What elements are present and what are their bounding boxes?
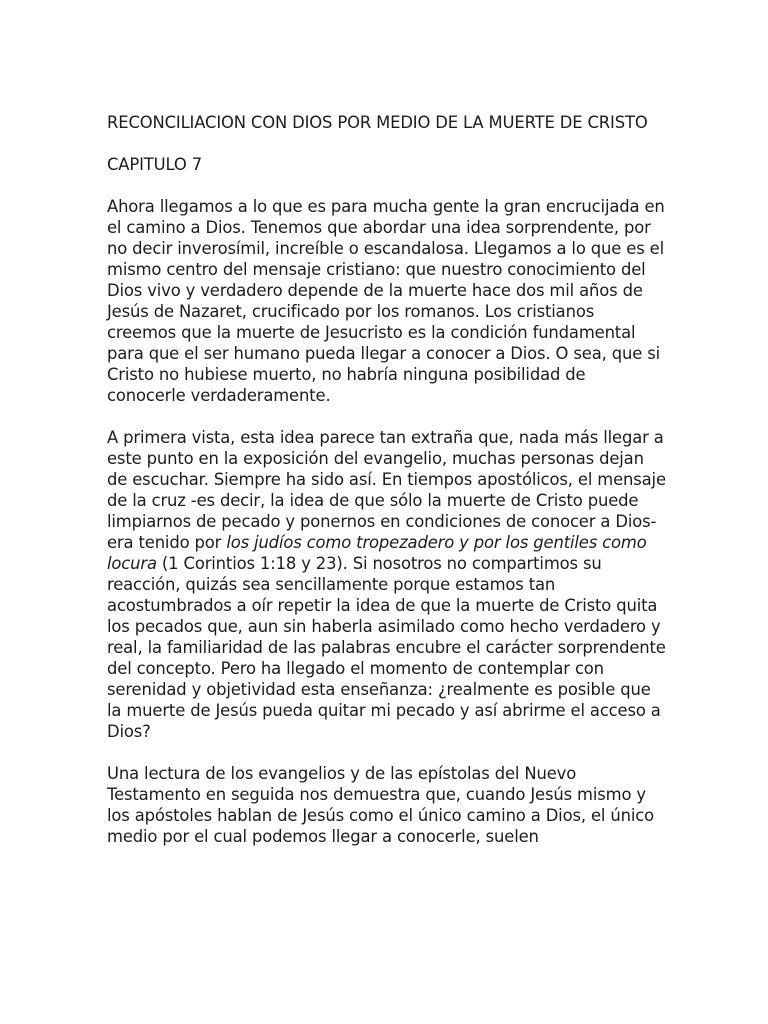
paragraph-2-text-before: A primera vista, esta idea parece tan extraña que, nada más llegar a este punto en la exposición del evangelio, muchas personas dejan de escuchar. Siempre ha sido así. En tiempos apostólicos, el mensaje de la cruz -es decir, la idea de que sólo la muerte de Cristo puede limpiarnos de pecado y ponernos en condiciones de conocer a Dios- era tenido por (107, 428, 666, 552)
paragraph-2-quote: los judíos como tropezadero y por los gentiles como locura (107, 533, 647, 573)
document-title: RECONCILIACION CON DIOS POR MEDIO DE LA MUERTE DE CRISTO (107, 113, 648, 132)
document-page (107, 112, 667, 868)
paragraph-2 (107, 427, 667, 742)
paragraph-1: Ahora llegamos a lo que es para mucha gente la gran encrucijada en el camino a Dios. Tenemos que abordar una idea sorprendente, por no decir inverosímil, increíble o escandalosa. Llegamos a lo que es el mismo centro del mensaje cristiano: que nuestro conocimiento del Dios vivo y verdadero depende de la muerte hace dos mil años de Jesús de Nazaret, crucificado por los romanos. Los cristianos creemos que la muerte de Jesucristo es la condición fundamental para que el ser humano pueda llegar a conocer a Dios. O sea, que si Cristo no hubiese muerto, no habría ninguna posibilidad de conocerle verdaderamente. (107, 197, 665, 405)
paragraph-2-text-after: (1 Corintios 1:18 y 23). Si nosotros no compartimos su reacción, quizás sea sencillamente porque estamos tan acostumbrados a oír repetir la idea de que la muerte de Cristo quita los pecados que, aun sin haberla asimilado como hecho verdadero y real, la familiaridad de las palabras encubre el carácter sorprendente del concepto. Pero ha llegado el momento de contemplar con serenidad y objetividad esta enseñanza: ¿realmente es posible que la muerte de Jesús pueda quitar mi pecado y así abrirme el acceso a Dios? (107, 554, 666, 741)
paragraph-3: Una lectura de los evangelios y de las epístolas del Nuevo Testamento en seguida nos demuestra que, cuando Jesús mismo y los apóstoles hablan de Jesús como el único camino a Dios, el único medio por el cual podemos llegar a conocerle, suelen (107, 764, 654, 846)
chapter-heading: CAPITULO 7 (107, 155, 202, 174)
